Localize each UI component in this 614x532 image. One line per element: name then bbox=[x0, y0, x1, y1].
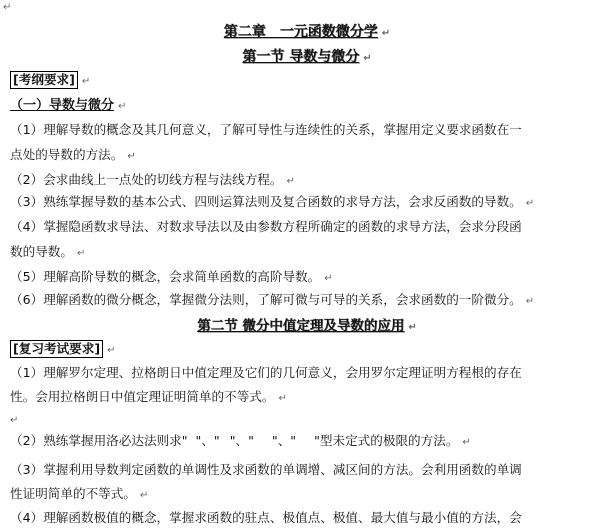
review-label: [复习考试要求] bbox=[10, 340, 103, 358]
section2-title: 第二节 微分中值定理及导数的应用 bbox=[197, 318, 405, 334]
review-item-2-part-e: "型未定式的极限的方法。 bbox=[314, 433, 459, 448]
subsection1-label: （一）导数与微分 bbox=[10, 98, 115, 113]
review-item-2-part-b: "、" bbox=[195, 433, 220, 448]
item-line bbox=[10, 121, 608, 139]
item-line bbox=[10, 388, 608, 408]
paragraph-mark: ↵ bbox=[363, 53, 372, 64]
item-2-text: （2）会求曲线上一点处的切线方程与法线方程。 bbox=[10, 172, 283, 187]
item-line bbox=[10, 509, 608, 527]
item-1-text: （1）理解导数的概念及其几何意义，了解可导性与连续性的关系，掌握用定义要求函数在一 bbox=[10, 122, 522, 137]
item-line bbox=[10, 364, 608, 382]
paragraph-mark: ↵ bbox=[525, 198, 535, 209]
item-1-text-cont: 点处的导数的方法。 bbox=[10, 147, 124, 162]
section1-title: 第一节 导数与微分 bbox=[242, 49, 360, 65]
subsection1-line bbox=[10, 96, 608, 116]
review-item-4-text: （4）理解函数极值的概念，掌握求函数的驻点、极值点、极值、最大值与最小值的方法，会 bbox=[10, 510, 522, 525]
exam-outline-label: [考纲要求] bbox=[10, 71, 78, 89]
chapter-title: 第二章 一元函数微分学 bbox=[223, 24, 378, 40]
section1-title-line bbox=[0, 47, 614, 69]
paragraph-mark: ↵ bbox=[525, 296, 535, 307]
item-line bbox=[10, 193, 608, 213]
review-item-2-part-c: "、" bbox=[229, 433, 254, 448]
paragraph-mark: ↵ bbox=[278, 393, 287, 404]
item-line bbox=[10, 218, 608, 236]
item-3-text: （3）熟练掌握导数的基本公式、四则运算法则及复合函数的求导方法，会求反函数的导数。 bbox=[10, 194, 522, 209]
review-item-2-part-a: （2）熟练掌握用洛必达法则求" bbox=[10, 433, 188, 448]
paragraph-mark: ↵ bbox=[10, 415, 19, 426]
review-item-1-text: （1）理解罗尔定理、拉格朗日中值定理及它们的几何意义，会用罗尔定理证明方程根的存在 bbox=[10, 365, 522, 380]
paragraph-mark: ↵ bbox=[381, 28, 391, 39]
paragraph-mark: ↵ bbox=[462, 437, 471, 448]
item-5-text: （5）理解高阶导数的概念，会求简单函数的高阶导数。 bbox=[10, 269, 321, 284]
paragraph-mark: ↵ bbox=[107, 345, 116, 356]
item-line bbox=[10, 461, 608, 479]
paragraph-mark: ↵ bbox=[81, 76, 91, 87]
exam-outline-line bbox=[10, 71, 608, 91]
item-4-text: （4）掌握隐函数求导法、对数求导法以及由参数方程所确定的函数的求导方法，会求分段函 bbox=[10, 219, 522, 234]
paragraph-mark: ↵ bbox=[127, 151, 136, 162]
item-line bbox=[10, 243, 608, 263]
item-line bbox=[10, 146, 608, 166]
chapter-title-line bbox=[0, 22, 614, 44]
review-item-2-part-d: "、" bbox=[271, 433, 297, 448]
review-item-1-text-cont: 性。会用拉格朗日中值定理证明简单的不等式。 bbox=[10, 389, 275, 404]
review-item-3-text-cont: 性证明简单的不等式。 bbox=[10, 486, 136, 501]
paragraph-mark: ↵ bbox=[76, 248, 86, 259]
paragraph-mark: ↵ bbox=[408, 322, 417, 333]
item-line bbox=[10, 291, 608, 311]
section2-title-line bbox=[0, 316, 614, 338]
item-line bbox=[10, 485, 608, 505]
paragraph-mark: ↵ bbox=[3, 2, 12, 13]
item-6-text: （6）理解函数的微分概念，掌握微分法则，了解可微与可导的关系，会求函数的一阶微分。 bbox=[10, 292, 522, 307]
item-line bbox=[10, 268, 608, 288]
paragraph-mark: ↵ bbox=[118, 101, 127, 112]
item-4-text-cont: 数的导数。 bbox=[10, 244, 73, 259]
item-line bbox=[10, 432, 608, 452]
paragraph-mark: ↵ bbox=[286, 176, 295, 187]
review-line bbox=[10, 340, 608, 360]
paragraph-mark: ↵ bbox=[324, 273, 333, 284]
paragraph-mark: ↵ bbox=[139, 490, 149, 501]
blank-line bbox=[10, 410, 608, 430]
item-line bbox=[10, 171, 608, 191]
review-item-3-text: （3）掌握利用导数判定函数的单调性及求函数的单调增、减区间的方法。会利用函数的单调 bbox=[10, 462, 522, 477]
